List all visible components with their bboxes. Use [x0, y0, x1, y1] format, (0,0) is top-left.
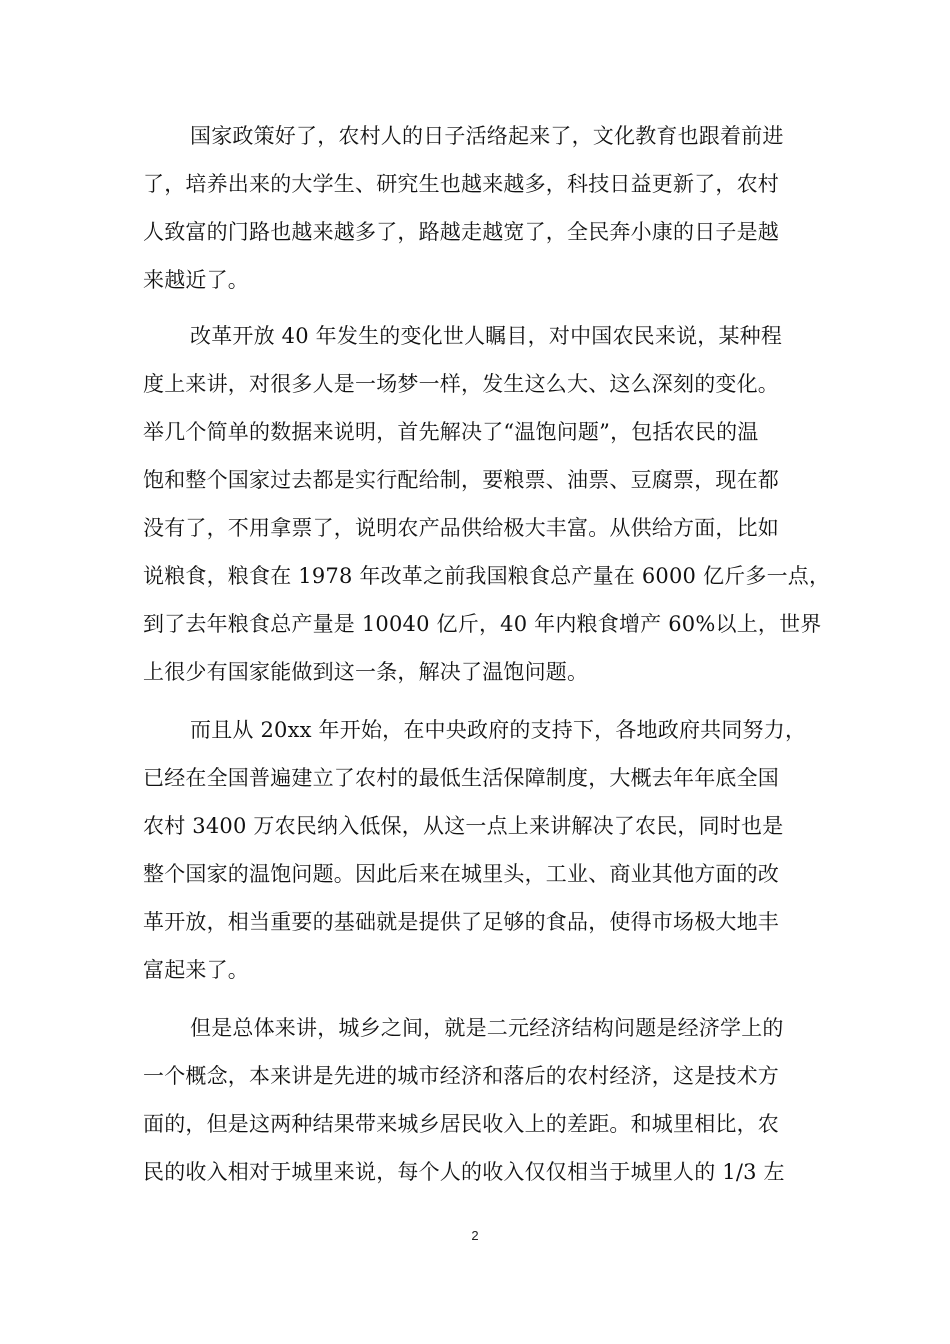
text-line: 一个概念，本来讲是先进的城市经济和落后的农村经济，这是技术方 — [143, 1064, 779, 1088]
text-line: 人致富的门路也越来越多了，路越走越宽了，全民奔小康的日子是越 — [143, 220, 779, 244]
text-line: 举几个简单的数据来说明，首先解决了“温饱问题”，包括农民的温 — [143, 420, 759, 444]
text-line: 富起来了。 — [143, 958, 249, 982]
text-line: 到了去年粮食总产量是 10040 亿斤，40 年内粮食增产 60%以上，世界 — [143, 612, 822, 636]
text-line: 国家政策好了，农村人的日子活络起来了，文化教育也跟着前进 — [190, 124, 784, 148]
text-line: 没有了，不用拿票了，说明农产品供给极大丰富。从供给方面，比如 — [143, 516, 779, 540]
text-line: 上很少有国家能做到这一条，解决了温饱问题。 — [143, 660, 589, 684]
page-number: 2 — [471, 1228, 479, 1243]
text-line: 改革开放 40 年发生的变化世人瞩目，对中国农民来说，某种程 — [190, 324, 783, 348]
text-line: 整个国家的温饱问题。因此后来在城里头，工业、商业其他方面的改 — [143, 862, 779, 886]
text-line: 度上来讲，对很多人是一场梦一样，发生这么大、这么深刻的变化。 — [143, 372, 779, 396]
text-line: 而且从 20xx 年开始，在中央政府的支持下，各地政府共同努力， — [190, 718, 807, 742]
text-line: 面的，但是这两种结果带来城乡居民收入上的差距。和城里相比，农 — [143, 1112, 779, 1136]
text-line: 饱和整个国家过去都是实行配给制，要粮票、油票、豆腐票，现在都 — [143, 468, 779, 492]
text-line: 农村 3400 万农民纳入低保，从这一点上来讲解决了农民，同时也是 — [143, 814, 784, 838]
text-line: 但是总体来讲，城乡之间，就是二元经济结构问题是经济学上的 — [190, 1016, 784, 1040]
text-line: 革开放，相当重要的基础就是提供了足够的食品，使得市场极大地丰 — [143, 910, 779, 934]
text-line: 了，培养出来的大学生、研究生也越来越多，科技日益更新了，农村 — [143, 172, 779, 196]
text-line: 民的收入相对于城里来说，每个人的收入仅仅相当于城里人的 1/3 左 — [143, 1160, 785, 1184]
text-line: 已经在全国普遍建立了农村的最低生活保障制度，大概去年年底全国 — [143, 766, 779, 790]
text-line: 来越近了。 — [143, 268, 249, 292]
text-line: 说粮食，粮食在 1978 年改革之前我国粮食总产量在 6000 亿斤多一点， — [143, 564, 831, 588]
